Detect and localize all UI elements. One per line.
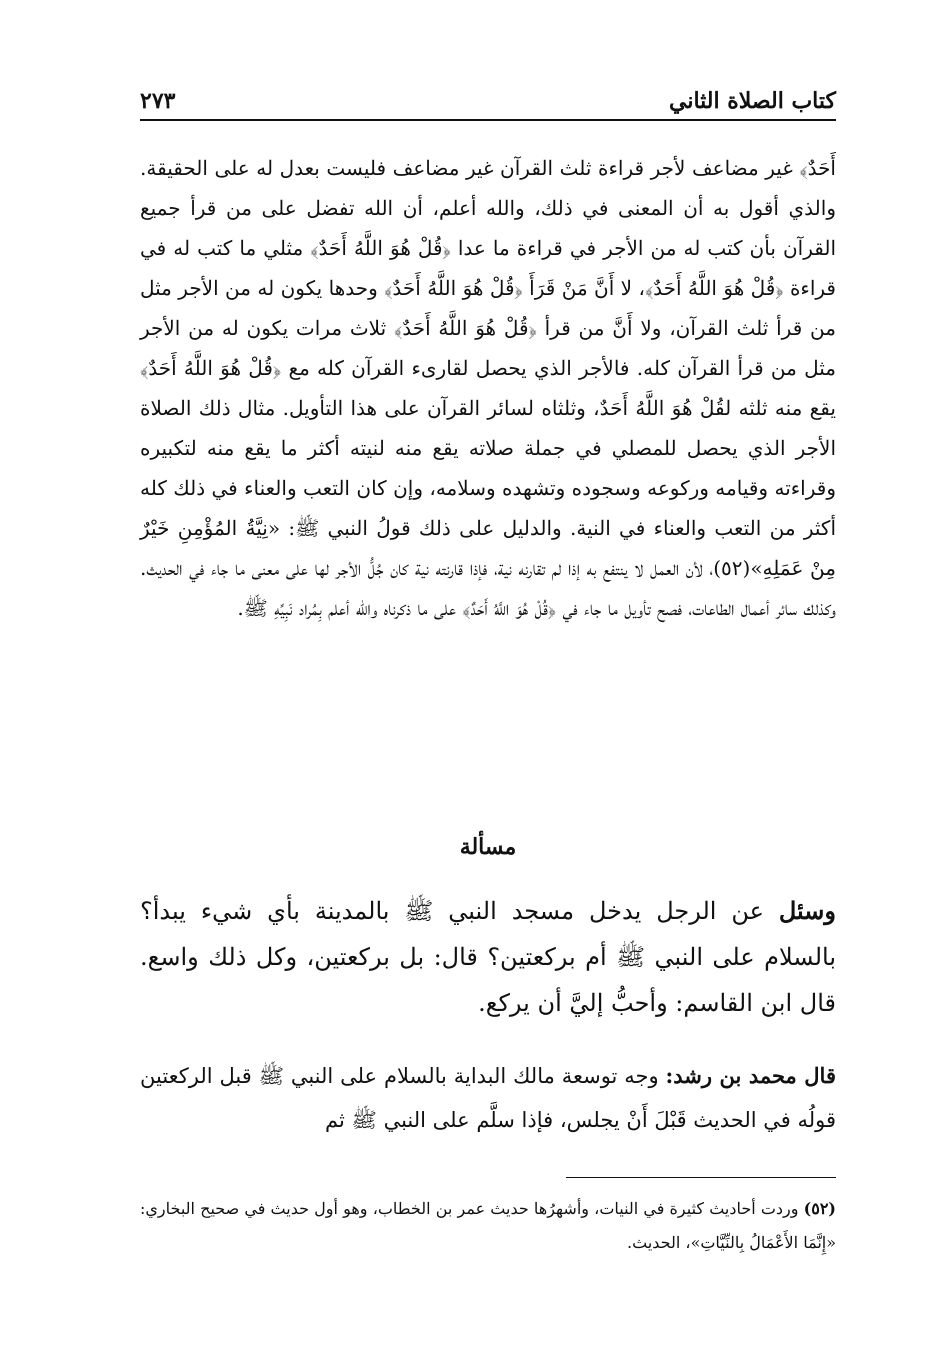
footnote-marker: (٥٢) (803, 1199, 836, 1218)
footnote-text: وردت أحاديث كثيرة في النيات، وأشهرُها حديث عمر بن الخطاب، وهو أول حديث في صحيح البخاري: «إِنَّمَا الأَعْمَالُ بِالنِّيَّاتِ»، الحديث. (140, 1199, 836, 1252)
page-number: ٢٧٣ (140, 88, 176, 114)
footnote-rule (566, 1177, 836, 1178)
answer-paragraph (140, 1054, 836, 1142)
main-paragraph-text: أَحَدٌ﴾ غير مضاعف لأجر قراءة ثلث القرآن غير مضاعف فليست بعدل له على الحقيقة. والذي أقول به أن المعنى في ذلك، والله أعلم، أن الله تفضل على من قرأ جميع القرآن بأن كتب له من الأجر في قراءة ما عدا ﴿قُلْ هُوَ اللَّهُ أَحَدٌ﴾ مثلي ما كتب له في قراءة ﴿قُلْ هُوَ اللَّهُ أَحَدٌ﴾، لا أَنَّ مَنْ قَرَأَ ﴿قُلْ هُوَ اللَّهُ أَحَدٌ﴾ وحدها يكون له من الأجر مثل من قرأ ثلث القرآن، ولا أَنَّ من قرأ ﴿قُلْ هُوَ اللَّهُ أَحَدٌ﴾ ثلاث مرات يكون له من الأجر مثل من قرأ القرآن كله. فالأجر الذي يحصل لقارىء القرآن كله مع ﴿قُلْ هُوَ اللَّهُ أَحَدٌ﴾ يقع منه ثلثه لقُلْ هُوَ اللَّهُ أَحَدٌ، وثلثاه لسائر القرآن على هذا التأويل. مثال ذلك الصلاة الأجر الذي يحصل للمصلي في جملة صلاته يقع منه لنيته أكثر ما يقع منه لتكبيره وقراءته وقيامه وركوعه وسجوده وتشهده وسلامه، وإن كان التعب والعناء في ذلك كله أكثر من التعب والعناء في النية. والدليل على ذلك قولُ النبي ﷺ: «نِيَّةُ المُؤْمِنِ خَيْرٌ مِنْ عَمَلِهِ»(٥٢)، لأن العمل لا ينتفع به إذا لم تقارنه نية، فإذا قارنته نية كان جُلُّ الأجر لها على معنى ما جاء في الحديث. وكذلك سائر أعمال الطاعات، فصح تأويل ما جاء في ﴿قُلْ هُوَ اللَّهُ أَحَدٌ﴾ على ما ذكرناه والله أعلم بِمُراد نَبِيِّهِ ﷺ. (140, 156, 836, 620)
header-title: كتاب الصلاة الثاني (668, 88, 836, 114)
question-lead: وسئل (778, 896, 836, 925)
main-paragraph (140, 148, 836, 628)
question-text: عن الرجل يدخل مسجد النبي ﷺ بالمدينة بأي شيء يبدأ؟ بالسلام على النبي ﷺ أم بركعتين؟ قال: بل بركعتين، وكل ذلك واسع. قال ابن القاسم: وأحبُّ إليَّ أن يركع. (140, 897, 836, 1017)
section-heading: مسألة (459, 834, 517, 860)
answer-text: وجه توسعة مالك البداية بالسلام على النبي ﷺ قبل الركعتين قولُه في الحديث قَبْلَ أَنْ يجلس، فإذا سلَّم على النبي ﷺ ثم (140, 1064, 836, 1132)
running-header (140, 74, 836, 114)
answer-lead: قال محمد بن رشد: (665, 1063, 836, 1088)
header-rule (140, 119, 836, 121)
question-paragraph (140, 888, 836, 1026)
footnote (140, 1192, 836, 1260)
